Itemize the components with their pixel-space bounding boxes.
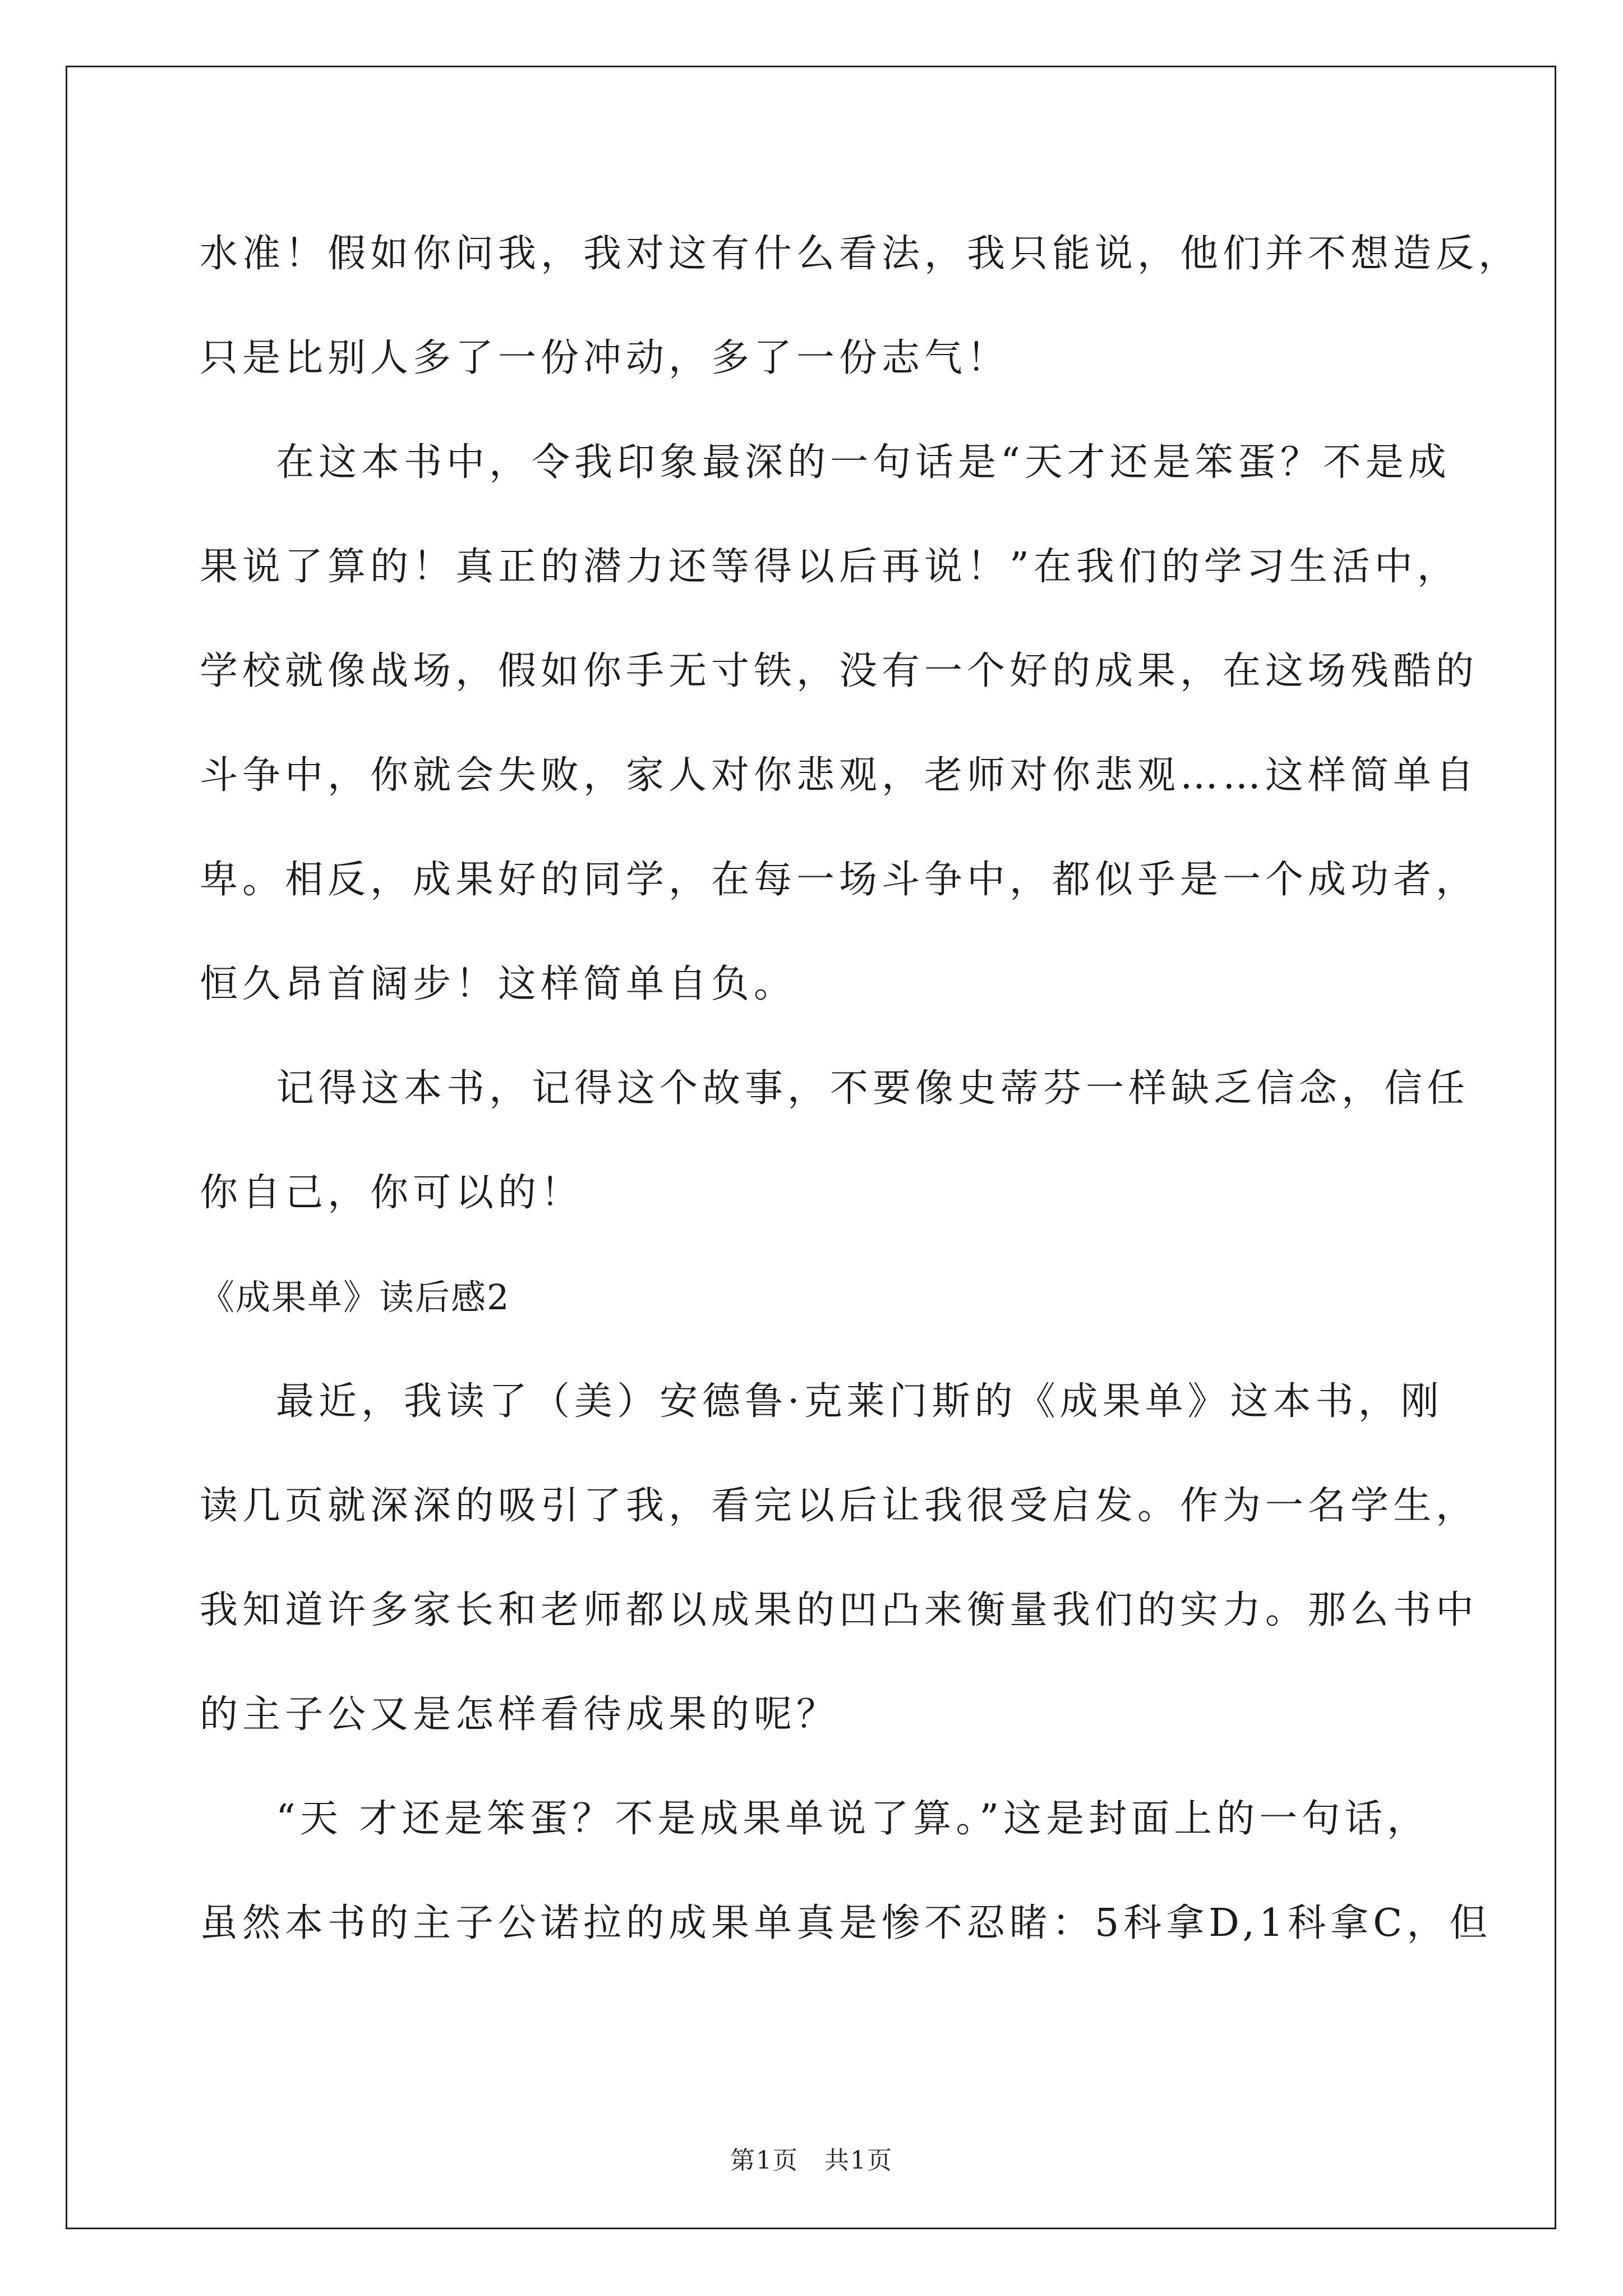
text-line: 水准！假如你问我，我对这有什么看法，我只能说，他们并不想造反， [200,232,1521,276]
text-line: 虽然本书的主子公诺拉的成果单真是惨不忍睹：5科拿D,1科拿C，但 [200,1901,1492,1945]
text-line: 学校就像战场，假如你手无寸铁，没有一个好的成果，在这场残酷的 [200,649,1479,693]
paragraph-start-line: 最近，我读了（美）安德鲁·克莱门斯的《成果单》这本书，刚 [276,1379,1444,1424]
text-line: 斗争中，你就会失败，家人对你悲观，老师对你悲观……这样简单自 [200,753,1479,798]
text-line: 恒久昂首阔步！这样简单自负。 [200,962,797,1006]
page-number-footer: 第1页 共1页 [730,2146,893,2175]
paragraph-start-line: 在这本书中，令我印象最深的一句话是“天才还是笨蛋？不是成 [276,440,1451,485]
paragraph-start-line: 记得这本书，记得这个故事，不要像史蒂芬一样缺乏信念，信任 [276,1066,1470,1111]
text-line: 的主子公又是怎样看待成果的呢？ [200,1692,840,1737]
text-line: 我知道许多家长和老师都以成果的凹凸来衡量我们的实力。那么书中 [200,1588,1479,1632]
text-line: 读几页就深深的吸引了我，看完以后让我很受启发。作为一名学生， [200,1484,1479,1528]
text-line: 只是比别人多了一份冲动，多了一份志气！ [200,336,1010,380]
text-line: 你自己，你可以的！ [200,1171,584,1215]
section-heading: 《成果单》读后感2 [200,1277,510,1318]
text-line: 果说了算的！真正的潜力还等得以后再说！”在我们的学习生活中， [200,545,1460,589]
paragraph-start-line: “天 才还是笨蛋？不是成果单说了算。”这是封面上的一句话， [276,1797,1430,1841]
text-line: 卑。相反，成果好的同学，在每一场斗争中，都似乎是一个成功者， [200,858,1479,902]
document-body [200,202,1521,1976]
